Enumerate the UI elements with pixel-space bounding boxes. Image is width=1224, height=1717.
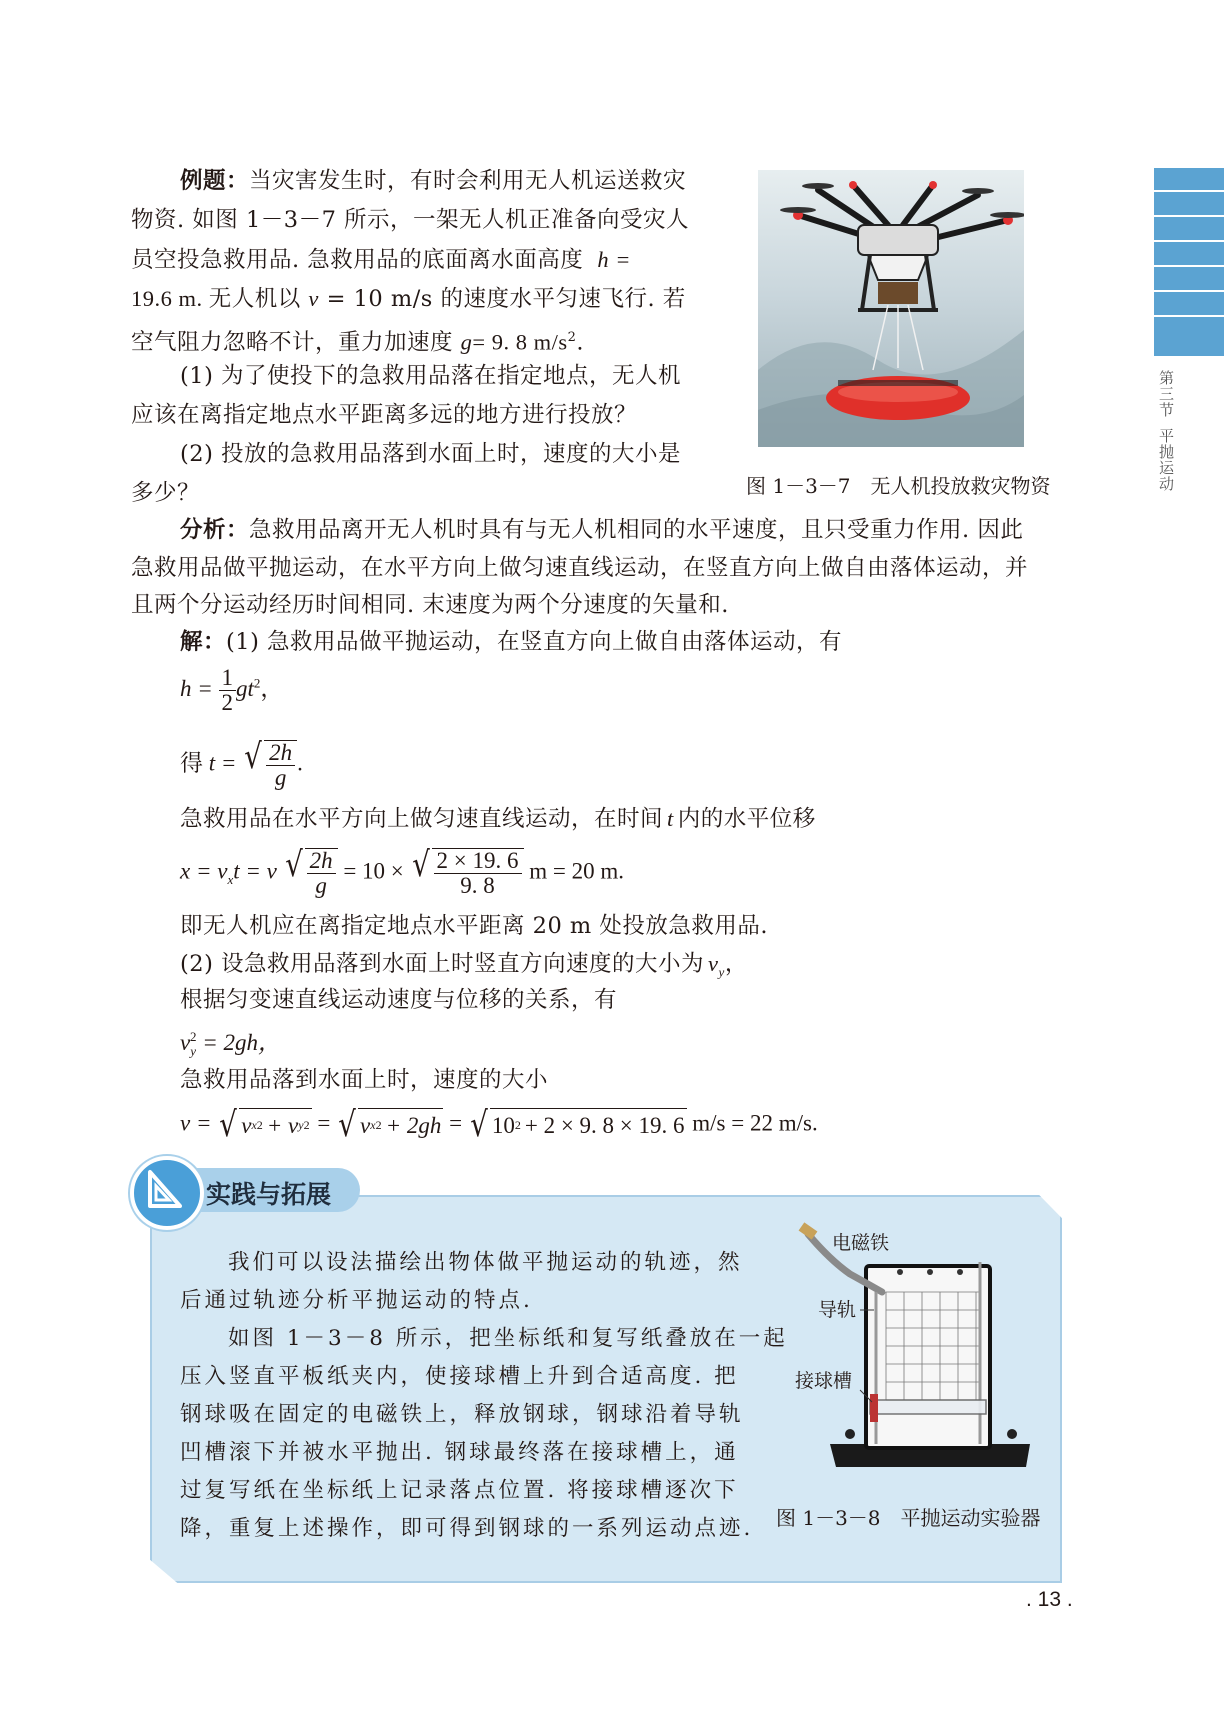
- question-1-line-2: 应该在离指定地点水平距离多远的地方进行投放？: [131, 402, 638, 428]
- practice-line-2: 后通过轨迹分析平抛运动的特点.: [180, 1288, 533, 1313]
- apparatus-figure: [790, 1222, 1040, 1482]
- label-electromagnet: 电磁铁: [832, 1232, 890, 1254]
- practice-title: 实践与拓展: [206, 1180, 332, 1209]
- set-square-icon: [130, 1156, 204, 1230]
- practice-line-6: 凹槽滚下并被水平抛出. 钢球最终落在接球槽上，通: [180, 1440, 739, 1465]
- practice-line-1: 我们可以设法描绘出物体做平抛运动的轨迹，然: [228, 1250, 743, 1275]
- solution-line-6: 急救用品落到水面上时，速度的大小: [180, 1067, 549, 1093]
- equation-x: $x = v_xt = v$ √ $\frac{2h}{g}$ = 10 × √ $\frac{2 \times 19. 6}{9. 8}$ m = 20 m.: [180, 845, 625, 899]
- figure-2-caption: 图 1－3－8 平抛运动实验器: [776, 1506, 1041, 1530]
- practice-line-3: 如图 1－3－8 所示，把坐标纸和复写纸叠放在一起: [228, 1326, 788, 1351]
- section-label: 第三节: [1157, 370, 1175, 418]
- practice-line-8: 降，重复上述操作，即可得到钢球的一系列运动点迹.: [180, 1516, 754, 1541]
- drone-illustration: [758, 170, 1024, 447]
- analysis-line-3: 且两个分运动经历时间相同. 末速度为两个分速度的矢量和.: [131, 592, 729, 618]
- practice-line-5: 钢球吸在固定的电磁铁上，释放钢球，钢球沿着导轨: [180, 1402, 744, 1427]
- solution-label: 解：: [180, 629, 227, 655]
- drone-photo: [758, 170, 1024, 447]
- example-label: 例题：: [180, 168, 250, 194]
- equation-h: h = $\frac{1}{2}$ $gt^2$，: [180, 665, 284, 716]
- sqrt-2h-over-g-2: √ $\frac{2h}{g}$: [283, 848, 338, 898]
- section-topic: 平抛运动: [1157, 428, 1175, 492]
- analysis-line-1: 分析：急救用品离开无人机时具有与无人机相同的水平速度，且只受重力作用. 因此: [180, 517, 1024, 543]
- equation-vy: $v_y^2 = 2gh$，: [180, 1029, 282, 1059]
- question-1-line-1: (1) 为了使投下的急救用品落在指定地点，无人机: [180, 363, 682, 389]
- question-2-line-1: (2) 投放的急救用品落到水面上时，速度的大小是: [180, 441, 682, 467]
- example-line-2: 物资. 如图 1－3－7 所示，一架无人机正准备向受灾人: [131, 207, 690, 233]
- question-2-line-2: 多少？: [131, 480, 201, 506]
- sqrt-numeric: √ $\frac{2 \times 19. 6}{9. 8}$: [410, 848, 524, 898]
- solution-line-2: 急救用品在水平方向上做匀速直线运动，在时间 t 内的水平位移: [180, 806, 816, 832]
- analysis-line-2: 急救用品做平抛运动，在水平方向上做匀速直线运动，在竖直方向上做自由落体运动，并: [131, 555, 1029, 581]
- example-line-4: 19.6 m. 无人机以 v = 10 m/s 的速度水平匀速飞行. 若: [131, 286, 686, 312]
- page-number: . 13 .: [1026, 1588, 1073, 1611]
- analysis-label: 分析：: [180, 517, 250, 543]
- example-line-5: 空气阻力忽略不计，重力加速度 g= 9. 8 $m/s^2$.: [131, 329, 585, 356]
- fraction-half: $\frac{1}{2}$: [219, 666, 237, 715]
- solution-line-1: 解：(1) 急救用品做平抛运动，在竖直方向上做自由落体运动，有: [180, 629, 843, 655]
- example-line-1: 例题：当灾害发生时，有时会利用无人机运送救灾: [180, 168, 687, 194]
- practice-line-4: 压入竖直平板纸夹内，使接球槽上升到合适高度. 把: [180, 1364, 739, 1389]
- solution-line-5: 根据匀变速直线运动速度与位移的关系，有: [180, 987, 618, 1013]
- apparatus-illustration: [790, 1222, 1040, 1482]
- equation-v: v = √ v x 2 + v y 2 = √ v x 2 + 2gh = √ 10 2 + 2 × 9. 8 × 19. 6 m/s = 22 m/s.: [180, 1105, 818, 1145]
- equation-t: 得 t = √ $\frac{2h}{g}$ .: [180, 737, 303, 791]
- figure-1-caption: 图 1－3－7 无人机投放救灾物资: [746, 474, 1051, 498]
- sqrt-2h-over-g: √ $\frac{2h}{g}$: [242, 740, 297, 790]
- practice-line-7: 过复写纸在坐标纸上记录落点位置. 将接球槽逐次下: [180, 1478, 739, 1503]
- chapter-side-tab: [1154, 168, 1224, 356]
- solution-line-4: (2) 设急救用品落到水面上时竖直方向速度的大小为 $v_y$，: [180, 951, 748, 980]
- label-rail: 导轨: [818, 1299, 857, 1321]
- label-catch-slot: 接球槽: [795, 1370, 853, 1392]
- example-line-3: 员空投急救用品. 急救用品的底面离水面高度 h =: [131, 247, 631, 273]
- solution-line-3: 即无人机应在离指定地点水平距离 20 m 处投放急救用品.: [180, 913, 769, 939]
